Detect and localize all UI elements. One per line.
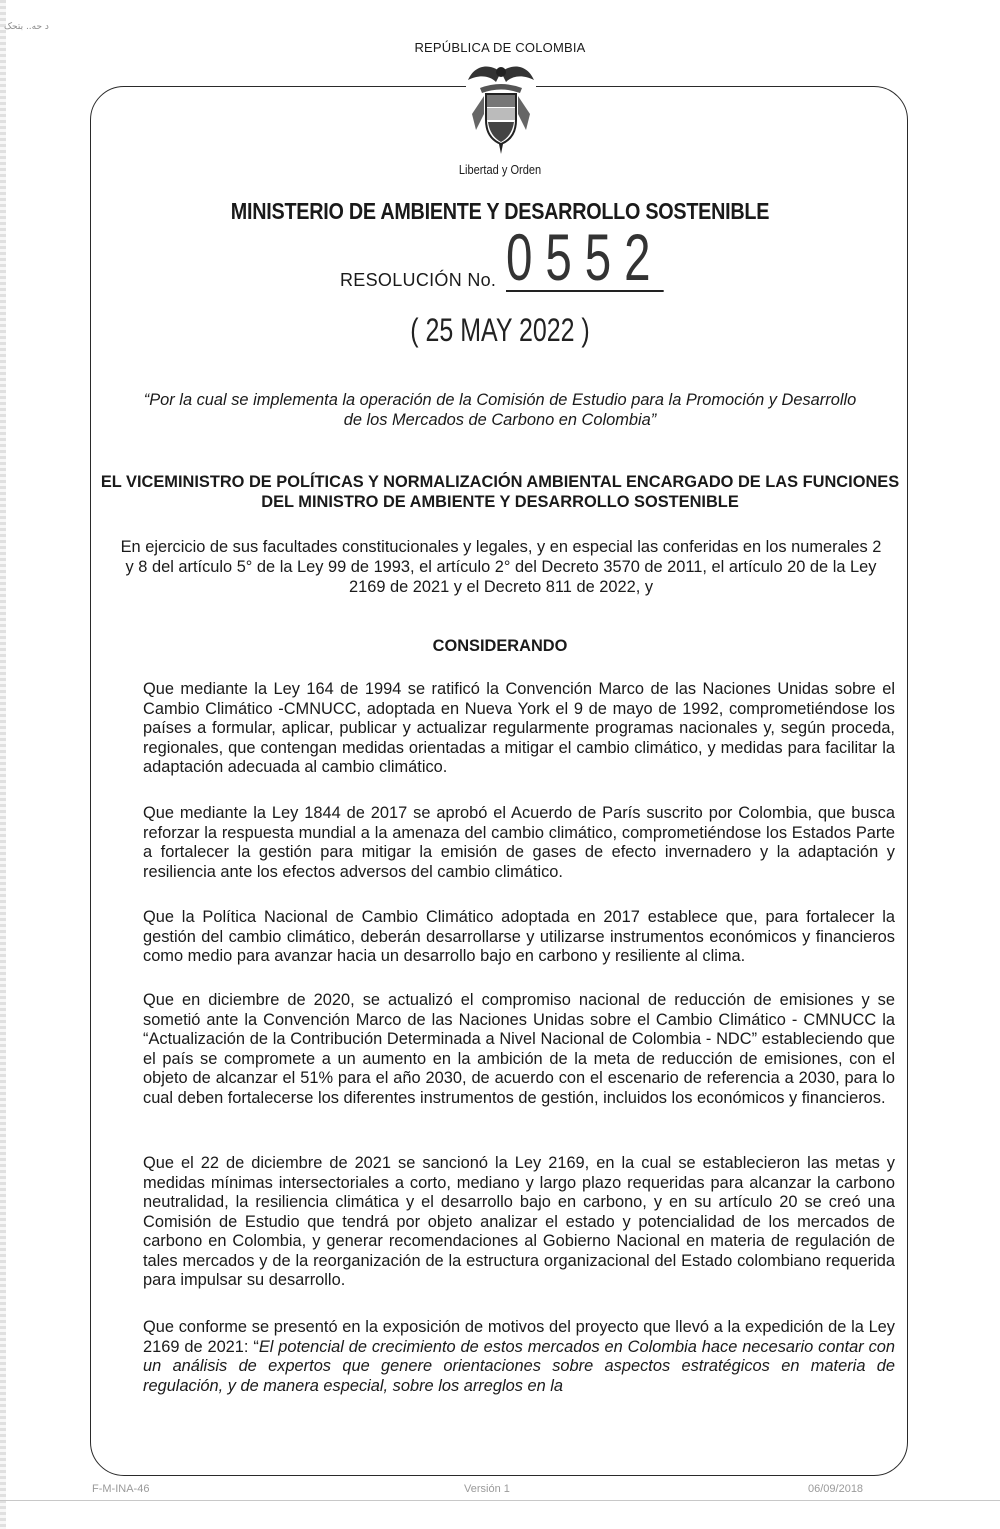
considering-paragraph: Que mediante la Ley 1844 de 2017 se aprobó el Acuerdo de París suscrito por Colombia, que busca reforzar la respuesta mundial a la amenaza del cambio climático, comprometiéndose los Estados Parte a fortalecer la gestión para mitigar la emisión de gases de efecto invernadero y la adaptación y resiliencia ante los efectos adversos del cambio climático.: [143, 804, 895, 881]
paragraph-intro: Que conforme se presentó en la exposición de motivos del proyecto que llevó a la expedición de la Ley 2169 de 2021: “: [143, 1318, 895, 1356]
considering-heading: CONSIDERANDO: [432, 637, 568, 655]
resolution-label: RESOLUCIÓN No.: [340, 270, 497, 290]
resolution-line: [340, 220, 670, 296]
quoted-text: El potencial de crecimiento de estos mercados en Colombia hace necesario contar con un análisis de expertos que genere orientaciones sobre aspectos estratégicos en materia de regulación, y de manera especial, sobre los arreglos en la: [143, 1337, 895, 1395]
ministry-name: MINISTERIO DE AMBIENTE Y DESARROLLO SOSTENIBLE: [230, 198, 770, 224]
scan-mark: د حه.. بتحک: [4, 22, 49, 32]
form-code: F-M-INA-46: [92, 1483, 150, 1495]
considering-paragraph: Que la Política Nacional de Cambio Climático adoptada en 2017 establece que, para fortalecer la gestión del cambio climático, deberán desarrollarse y utilizarse instrumentos económicos y financieros como medio para avanzar hacia un desarrollo bajo en carbono y resiliente al clima.: [143, 908, 895, 965]
resolution-number: 0552: [506, 220, 664, 294]
republic-heading: REPÚBLICA DE COLOMBIA: [414, 40, 586, 55]
form-date: 06/09/2018: [808, 1483, 864, 1495]
issuing-authority: EL VICEMINISTRO DE POLÍTICAS Y NORMALIZACIÓN AMBIENTAL ENCARGADO DE LAS FUNCIONES DEL MINISTRO DE AMBIENTE Y DESARROLLO SOSTENIBLE: [100, 473, 900, 511]
resolution-date: [0, 312, 1000, 349]
bottom-rule: [0, 1500, 1000, 1501]
form-version: Versión 1: [464, 1483, 510, 1495]
considering-paragraph: Que en diciembre de 2020, se actualizó el compromiso nacional de reducción de emisiones y se sometió ante la Convención Marco de las Naciones Unidas sobre el Cambio Climático - CMNUCC la “Actualización de la Contribución Determinada a Nivel Nacional de Colombia - NDC” estableciendo que el país se compromete a un aumento en la ambición de la meta de reducción de emisiones, con el objeto de alcanzar el 51% para el año 2030, de acuerdo con el escenario de referencia a 2030, para lo cual deben fortalecerse los diferentes instrumentos de gestión, incluidos los económicos y financieros.: [143, 991, 895, 1107]
coat-of-arms-seal: [466, 58, 536, 162]
legal-basis: En ejercicio de sus facultades constitucionales y legales, y en especial las conferidas en los numerales 2 y 8 del artículo 5° de la Ley 99 de 1993, el artículo 2° del Decreto 3570 de 2011, el artículo 20 de la Ley 2169 de 2021 y el Decreto 811 de 2022, y: [120, 538, 882, 596]
considering-paragraph: [143, 1318, 895, 1396]
resolution-title: “Por la cual se implementa la operación de la Comisión de Estudio para la Promoción y Desarrollo de los Mercados de Carbono en Colombia”: [143, 391, 857, 429]
considering-paragraph: Que el 22 de diciembre de 2021 se sancionó la Ley 2169, en la cual se establecieron las metas y medidas mínimas intersectoriales a corto, mediano y largo plazo requeridas para alcanzar la carbono neutralidad, la resiliencia climática y el desarrollo bajo en carbono, y en su artículo 20 se creó una Comisión de Estudio que tendrá por objeto analizar el estado y potencialidad de los mercados de carbono en Colombia, y generar recomendaciones al Gobierno Nacional en materia de regulación de tales mercados y de la reorganización de la estructura organizacional del Estado colombiano requerida para impulsar su desarrollo.: [143, 1154, 895, 1289]
scan-edge: [0, 0, 6, 1529]
resolution-date-text: ( 25 MAY 2022 ): [410, 312, 590, 348]
motto: Libertad y Orden: [458, 162, 542, 177]
considering-paragraph: Que mediante la Ley 164 de 1994 se ratificó la Convención Marco de las Naciones Unidas sobre el Cambio Climático -CMNUCC, adoptada en Nueva York el 9 de mayo de 1992, comprometiéndose los países a formular, aplicar, publicar y actualizar regularmente programas nacionales y, según proceda, regionales, que contengan medidas orientadas a mitigar el cambio climático, y medidas para facilitar la adaptación adecuada al cambio climático.: [143, 680, 895, 776]
